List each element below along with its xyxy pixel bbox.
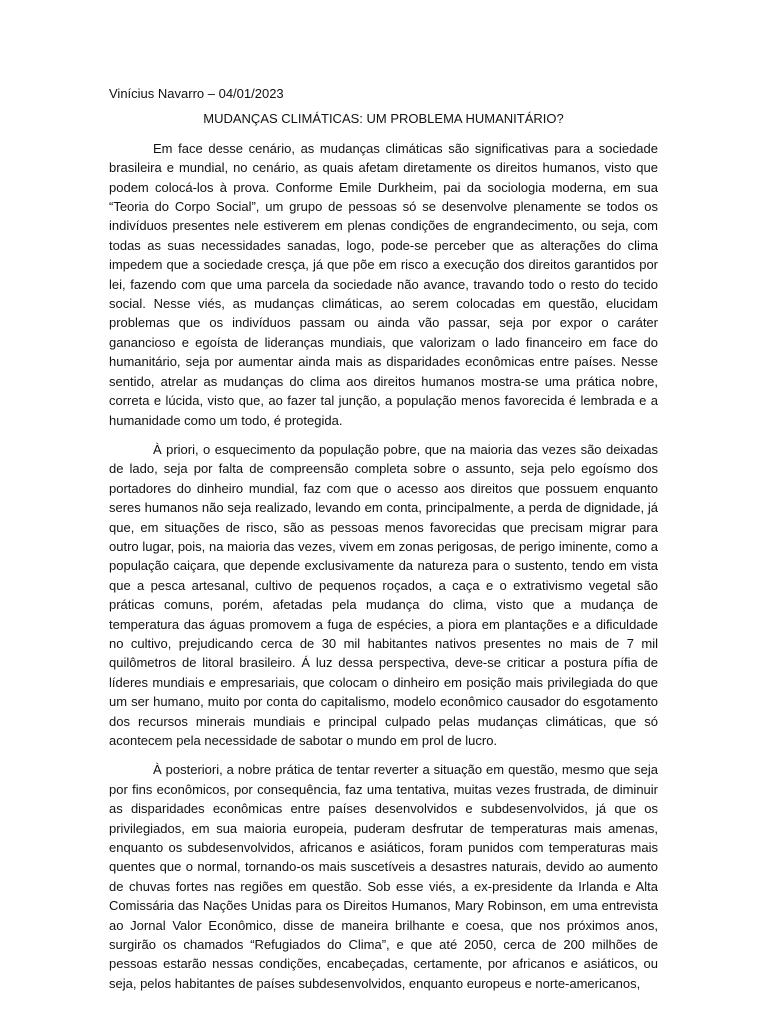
- document-title: MUDANÇAS CLIMÁTICAS: UM PROBLEMA HUMANITÁRIO?: [203, 111, 564, 127]
- author-date-line: Vinícius Navarro – 04/01/2023: [109, 86, 284, 101]
- paragraph-1: Em face desse cenário, as mudanças climáticas são significativas para a sociedade brasileira e mundial, no cenário, as quais afetam diretamente os direitos humanos, visto que podem colocá-los à prova. Conforme Emile Durkheim, pai da sociologia moderna, em sua “Teoria do Corpo Social”, um grupo de pessoas só se desenvolve plenamente se todos os indivíduos presentes nele estiverem em plenas condições de engrandecimento, ou seja, com todas as suas necessidades sanadas, logo, pode-se perceber que as alterações do clima impedem que a sociedade cresça, já que põe em risco a execução dos direitos garantidos por lei, fazendo com que uma parcela da sociedade não avance, travando todo o resto do tecido social. Nesse viés, as mudanças climáticas, ao serem colocadas em questão, elucidam problemas que os indivíduos passam ou ainda vão passar, seja por expor o caráter ganancioso e egoísta de lideranças mundiais, que valorizam o lado financeiro em face do humanitário, seja por aumentar ainda mais as disparidades econômicas entre países. Nesse sentido, atrelar as mudanças do clima aos direitos humanos mostra-se uma prática nobre, correta e lúcida, visto que, ao fazer tal junção, a população menos favorecida é lembrada e a humanidade como um todo, é protegida.: [109, 140, 658, 428]
- paragraph-2: À priori, o esquecimento da população pobre, que na maioria das vezes são deixadas de lado, seja por falta de compreensão completa sobre o assunto, seja pelo egoísmo dos portadores do dinheiro mundial, faz com que o acesso aos direitos que possuem enquanto seres humanos não seja realizado, levando em conta, principalmente, a perda de dignidade, já que, em situações de risco, são as pessoas menos favorecidas que precisam migrar para outro lugar, pois, na maioria das vezes, vivem em zonas perigosas, de perigo iminente, como a população caiçara, que depende exclusivamente da natureza para o sustento, tendo em vista que a pesca artesanal, cultivo de pequenos roçados, a caça e o extrativismo vegetal são práticas comuns, porém, afetadas pela mudança do clima, visto que a mudança de temperatura das águas promovem a fuga de espécies, a piora em plantações e a dificuldade no cultivo, prejudicando cerca de 30 mil habitantes nativos presentes no mais de 7 mil quilômetros de litoral brasileiro. Á luz dessa perspectiva, deve-se criticar a postura pífia de líderes mundiais e empresariais, que colocam o dinheiro em posição mais privilegiada do que um ser humano, muito por conta do capitalismo, modelo econômico causador do esgotamento dos recursos minerais mundiais e principal culpado pelas mudanças climáticas, que só acontecem pela necessidade de sabotar o mundo em prol de lucro.: [109, 441, 658, 748]
- document-page: [109, 84, 658, 1003]
- paragraph-3: À posteriori, a nobre prática de tentar reverter a situação em questão, mesmo que seja por fins econômicos, por consequência, faz uma tentativa, muitas vezes frustrada, de diminuir as disparidades econômicas entre países desenvolvidos e subdesenvolvidos, já que os privilegiados, em sua maioria europeia, puderam desfrutar de temperaturas mais amenas, enquanto os subdesenvolvidos, africanos e asiáticos, foram punidos com temperaturas mais quentes que o normal, tornando-os mais suscetíveis a desastres naturais, devido ao aumento de chuvas fortes nas regiões em questão. Sob esse viés, a ex-presidente da Irlanda e Alta Comissária das Nações Unidas para os Direitos Humanos, Mary Robinson, em uma entrevista ao Jornal Valor Econômico, disse de maneira brilhante e coesa, que nos próximos anos, surgirão os chamados “Refugiados do Clima”, e que até 2050, cerca de 200 milhões de pessoas estarão nessas condições, encabeçadas, certamente, por africanos e asiáticos, ou seja, pelos habitantes de países subdesenvolvidos, enquanto europeus e norte-americanos,: [109, 762, 658, 991]
